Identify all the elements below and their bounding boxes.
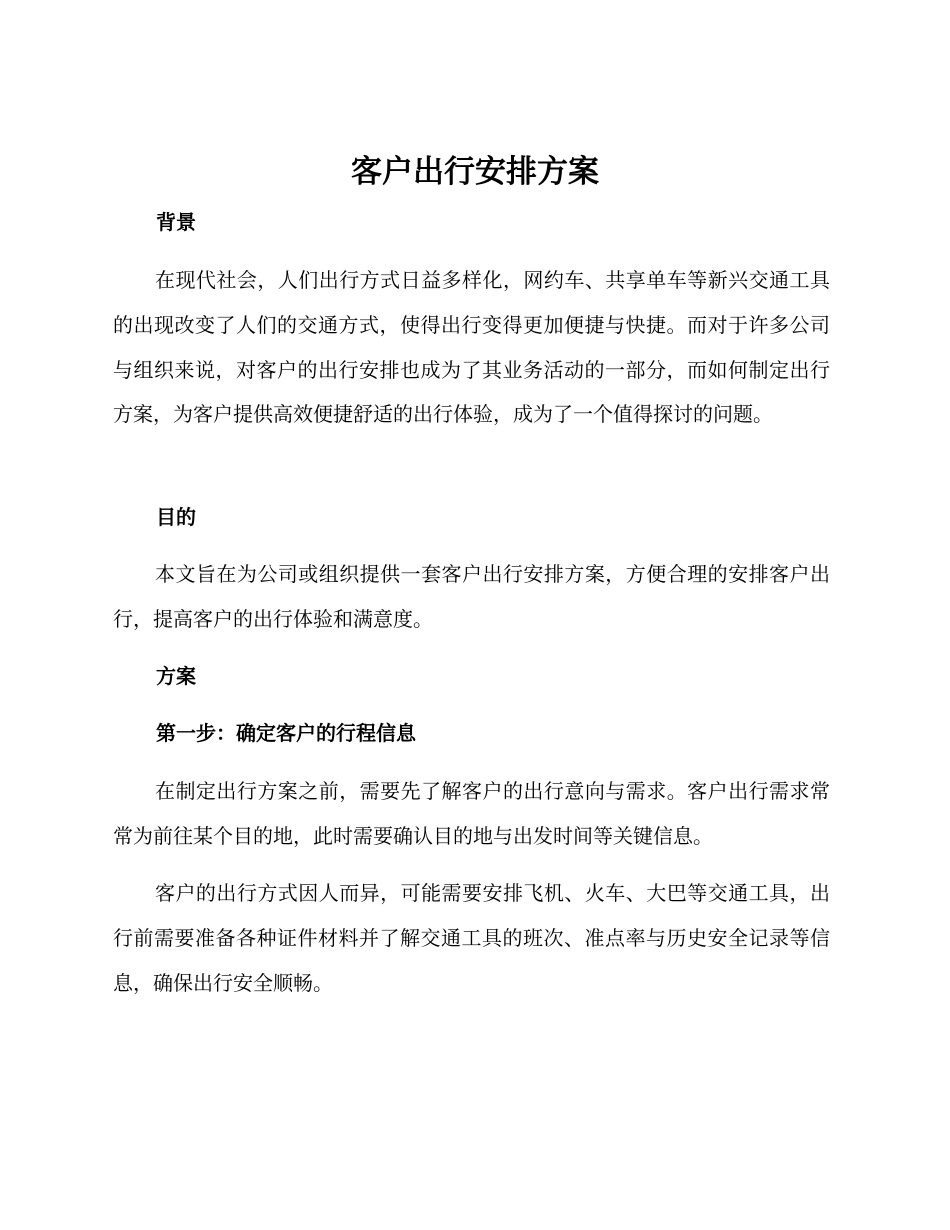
step1-paragraph-2: 客户的出行方式因人而异，可能需要安排飞机、火车、大巴等交通工具，出行前需要准备各种证件材料并了解交通工具的班次、准点率与历史安全记录等信息，确保出行安全顺畅。 (113, 881, 830, 995)
purpose-paragraph: 本文旨在为公司或组织提供一套客户出行安排方案，方便合理的安排客户出行，提高客户的出行体验和满意度。 (113, 562, 830, 631)
background-paragraph: 在现代社会，人们出行方式日益多样化，网约车、共享单车等新兴交通工具的出现改变了人们的交通方式，使得出行变得更加便捷与快捷。而对于许多公司与组织来说，对客户的出行安排也成为了其业务活动的一部分，而如何制定出行方案，为客户提供高效便捷舒适的出行体验，成为了一个值得探讨的问题。 (113, 268, 830, 427)
step1-paragraph-1: 在制定出行方案之前，需要先了解客户的出行意向与需求。客户出行需求常常为前往某个目的地，此时需要确认目的地与出发时间等关键信息。 (113, 779, 830, 848)
page-title: 客户出行安排方案 (351, 154, 599, 190)
step1-heading: 第一步：确定客户的行程信息 (156, 721, 416, 745)
section-heading-background: 背景 (156, 210, 196, 234)
section-heading-plan: 方案 (156, 664, 196, 688)
section-heading-purpose: 目的 (156, 505, 196, 529)
